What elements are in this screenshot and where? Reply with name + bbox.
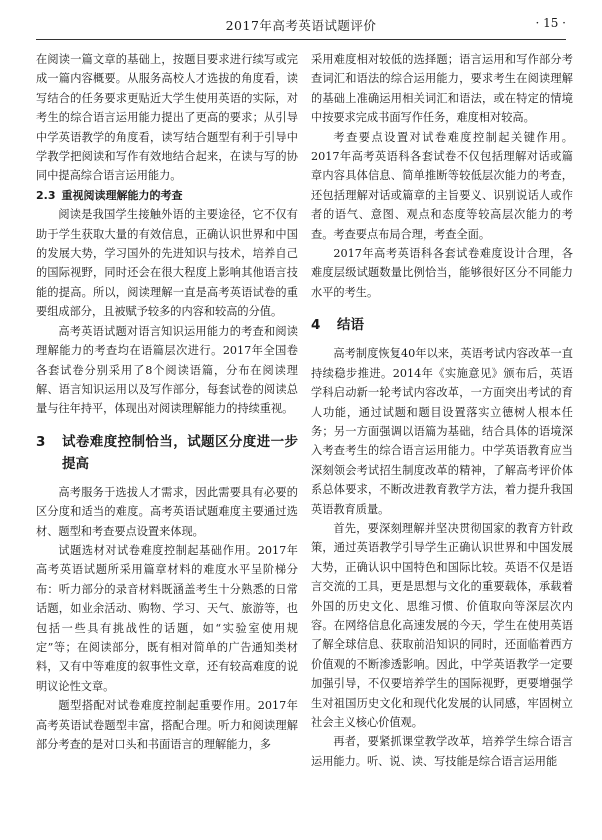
page-header (36, 10, 566, 40)
paragraph: 题型搭配对试卷难度控制起重要作用。2017年高考英语试卷题型丰富，搭配合理。听力和阅读理解部分考查的是对口头和书面语言的理解能力，多 (36, 699, 298, 751)
page-number: · 15 · (535, 16, 566, 30)
section-heading-3 (36, 431, 298, 475)
right-column (311, 50, 573, 771)
paragraph: 考查要点设置对试卷难度控制起关键作用。2017年高考英语科各套试卷不仅包括理解对话或篇章内容具体信息、简单推断等较低层次能力的考查，还包括理解对话或篇章的主旨要义、识别说话人或作者的语气、意图、观点和态度等较高层次能力的考查。考查要点布局合理，考查全面。 (311, 130, 573, 241)
paragraph: 在阅读一篇文章的基础上，按题目要求进行续写或完成一篇内容概要。从服务高校人才选拔的角度看，读写结合的任务要求更贴近大学生使用英语的实际，对考生的综合语言运用能力提出了更高的要求；从引导中学英语教学的角度看，读写结合题型有利于引导中学教学把阅读和写作有效地结合起来，在读与写的协同中提高综合语言运用能力。 (36, 53, 298, 183)
paragraph: 采用难度相对较低的选择题；语言运用和写作部分考查词汇和语法的综合运用能力，要求考生在阅读理解的基础上准确运用相关词汇和语法，或在特定的情境中按要求完成书面写作任务，难度相对较高。 (311, 53, 573, 125)
paragraph: 高考服务于选拔人才需求，因此需要具有必要的区分度和适当的难度。高考英语试题难度主要通过选材、题型和考查要点设置来体现。 (36, 485, 298, 538)
paragraph: 高考英语试题对语言知识运用能力的考查和阅读理解能力的考查均在语篇层次进行。2017年全国卷各套试卷分别采用了8个阅读语篇，分布在阅读理解、语言知识运用以及写作部分，每套试卷的阅读总量与往年持平，体现出对阅读理解能力的持续重视。 (36, 324, 298, 416)
subsection-heading-2-3 (36, 186, 298, 205)
paragraph: 试题选材对试卷难度控制起基础作用。2017年高考英语试题所采用篇章材料的难度水平呈阶梯分布：听力部分的录音材料既涵盖考生十分熟悉的日常话题，如业余活动、购物、学习、天气、旅游等，也包括一些具有挑战性的话题，如“实验室使用规定”等；在阅读部分，既有相对简单的广告通知类材料，又有中等难度的叙事性文章，还有较高难度的说明议论性文章。 (36, 543, 298, 693)
subsection-number: 2.3 (36, 188, 56, 202)
paragraph: 首先，要深刻理解并坚决贯彻国家的教育方针政策，通过英语教学引导学生正确认识世界和中国发展大势，正确认识中国特色和国际比较。英语不仅是语言交流的工具，更是思想与文化的重要载体，承载着外国的历史文化、思维习惯、价值取向等深层次内容。在网络信息化高速发展的今天，学生在使用英语了解全球信息、获取前沿知识的同时，还面临着西方价值观的不断渗透影响。因此，中学英语教学一定要加强引导，不仅要培养学生的国际视野，更要增强学生对祖国历史文化和现代化发展的认同感，牢固树立社会主义核心价值观。 (311, 521, 573, 729)
section-heading-4 (311, 314, 573, 336)
section-title: 结语 (337, 317, 364, 334)
section-title: 试卷难度控制恰当，试题区分度进一步提高 (62, 433, 298, 472)
left-column (36, 50, 298, 754)
running-title: 2017年高考英语试题评价 (225, 18, 377, 33)
paragraph: 阅读是我国学生接触外语的主要途径，它不仅有助于学生获取大量的有效信息，正确认识世界和中国的发展大势，学习国外的先进知识与技术，培养自己的国际视野，同时还会在很大程度上影响其他语言技能的提高。所以，阅读理解一直是高考英语试卷的重要组成部分，且被赋予较多的内容和较高的分值。 (36, 208, 298, 319)
paragraph: 高考制度恢复40年以来，英语考试内容改革一直持续稳步推进。2014年《实施意见》颁布后，英语学科启动新一轮考试内容改革，一方面突出考试的育人功能，通过试题和题目设置落实立德树人根本任务；另一方面强调以语篇为基础，结合具体的语境深入考查考生的综合语言运用能力。中学英语教育应当深刻领会考试招生制度改革的精神，了解高考评价体系总体要求，不断改进教育教学方法，着力提升我国英语教育质量。 (311, 347, 573, 516)
paragraph: 再者，要紧抓课堂教学改革，培养学生综合语言运用能力。听、说、读、写技能是综合语言运用能 (311, 735, 573, 768)
section-number: 4 (311, 317, 321, 334)
paragraph: 2017年高考英语科各套试卷难度设计合理，各难度层级试题数量比例恰当，能够很好区分不同能力水平的考生。 (311, 247, 573, 299)
section-number: 3 (36, 433, 46, 450)
subsection-title: 重视阅读理解能力的考查 (61, 188, 183, 202)
